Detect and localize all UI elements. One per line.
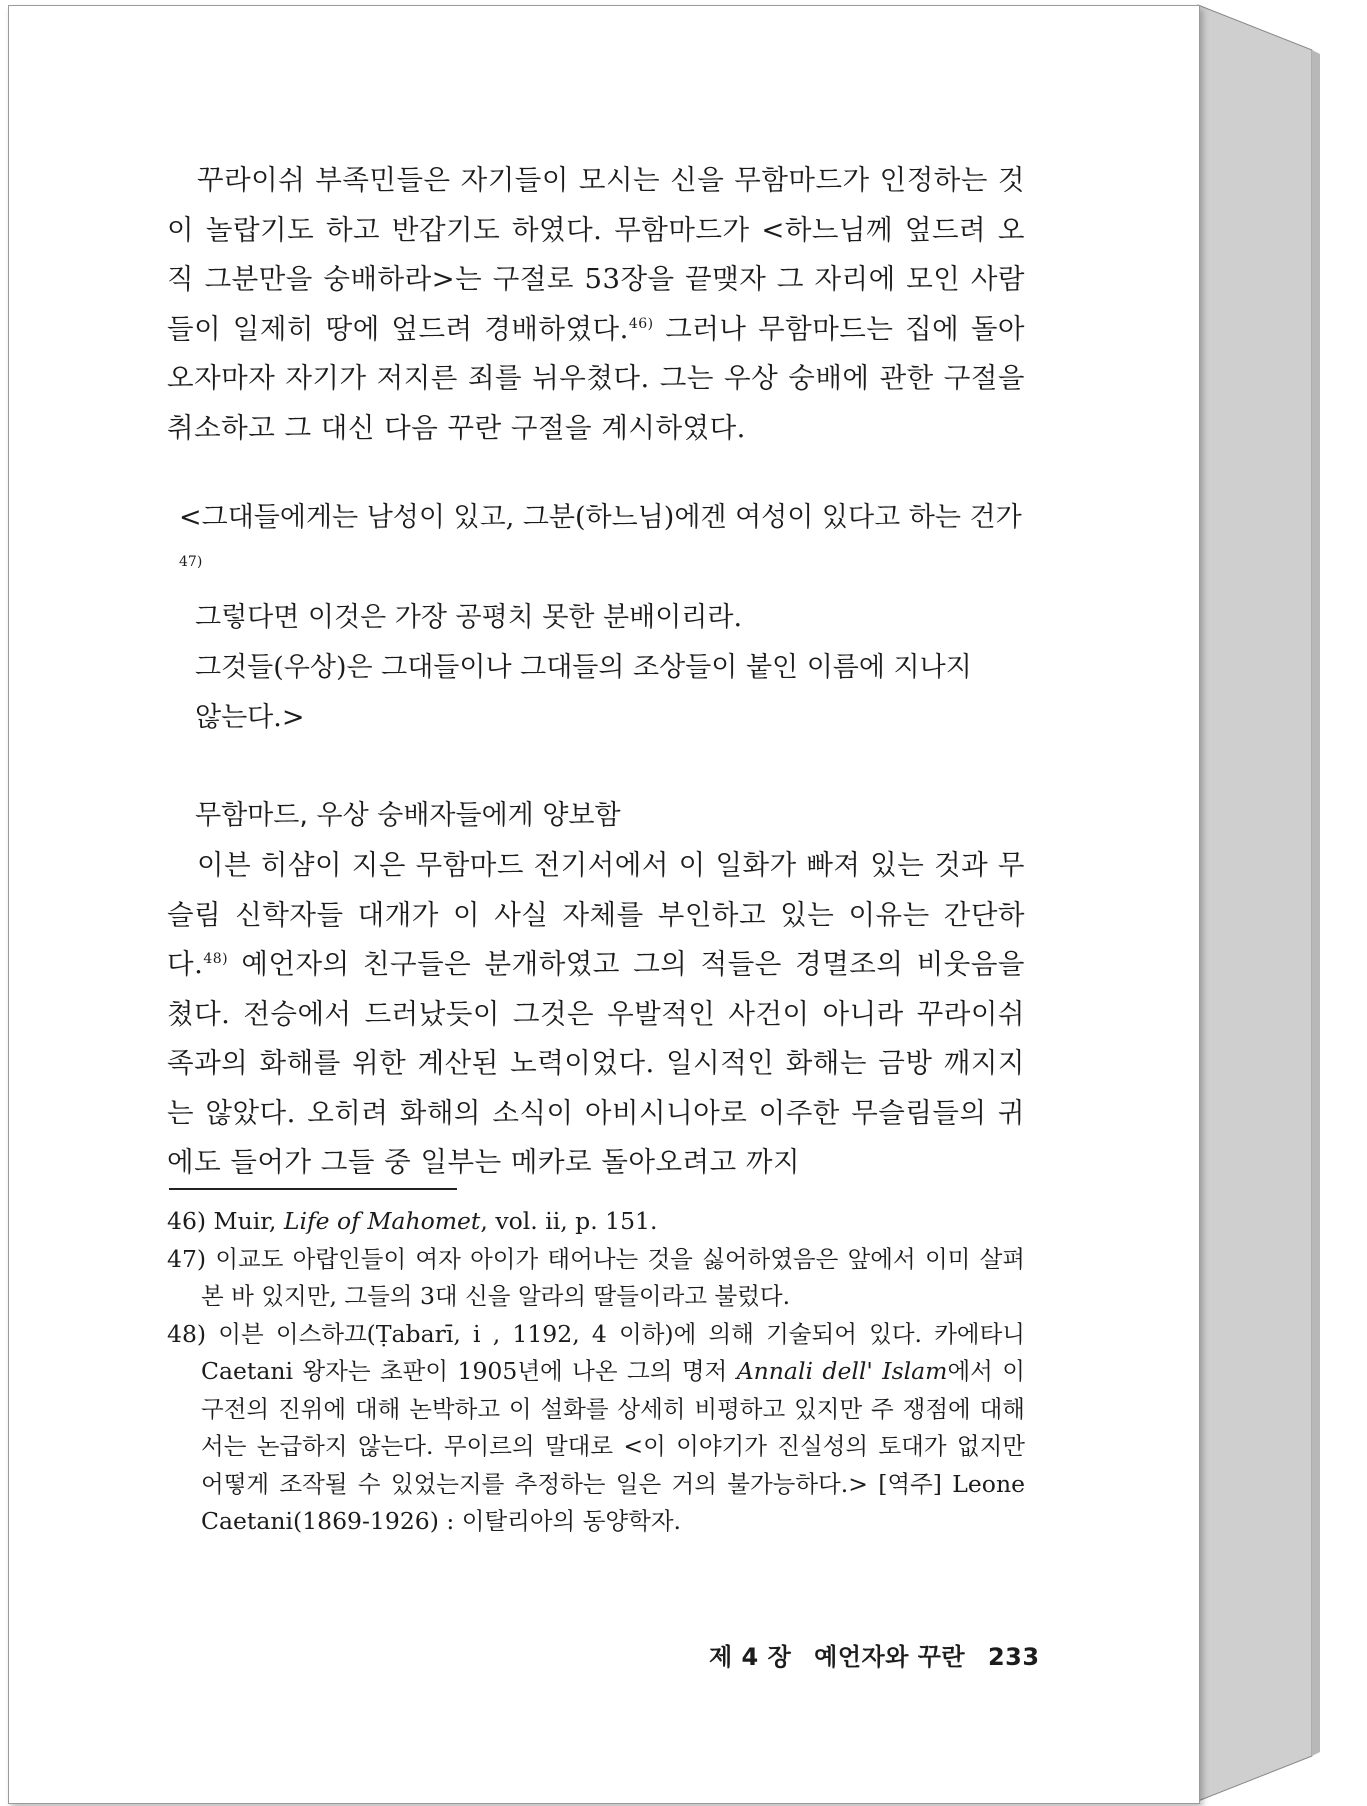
footnote-48-book-title: Annali dell' Islam — [736, 1357, 948, 1385]
running-footer — [709, 1639, 1040, 1675]
footnote-48-text-end: 에서 이 구전의 진위에 대해 논박하고 이 설화를 상세히 비평하고 있지만 주 쟁점에 대해서는 논급하지 않는다. 무이르의 말대로 <이 이야기가 진실성의 토대가 없지만 어떻게 조작될 수 있었는지를 추정하는 일은 거의 불가능하다.> [역주] Leone Caetani(1869-1926) : 이탈리아의 동양학자. — [201, 1357, 1025, 1535]
footnote-48-text-start: 이븐 이스하끄(Ṭabarī, i , 1192, 4 이하)에 의해 기술되어 있다. 카에타니Caetani 왕자는 초판이 1905년에 나온 그의 명저 — [201, 1319, 1025, 1385]
paragraph-1-tail: 그러나 무함마드는 집에 돌아오자마자 자기가 저지른 죄를 뉘우쳤다. 그는 우상 숭배에 관한 구절을 취소하고 그 대신 다음 꾸란 구절을 계시하였다. — [167, 312, 1025, 444]
footnote-46-author: Muir, — [206, 1207, 284, 1235]
quran-quote — [179, 493, 1025, 743]
footnote-ref-47: 47) — [179, 554, 203, 570]
chapter-label: 제 4 장 — [709, 1643, 792, 1671]
section-heading: 무함마드, 우상 숭배자들에게 양보함 — [195, 800, 621, 831]
paragraph-1-text: 꾸라이쉬 부족민들은 자기들이 모시는 신을 무함마드가 인정하는 것이 놀랍기도 하고 반갑기도 하였다. 무함마드가 <하느님께 엎드려 오직 그분만을 숭배하라>는 구절로 53장을 끝맺자 그 자리에 모인 사람들이 일제히 땅에 엎드려 경배하였다. — [167, 164, 1025, 345]
quote-line-4: 않는다.> — [195, 702, 305, 733]
main-text — [167, 156, 1025, 1188]
footnote-46-book-title: Life of Mahomet — [283, 1207, 481, 1235]
page-number: 233 — [987, 1643, 1040, 1671]
quote-line-2: 그렇다면 이것은 가장 공평치 못한 분배이리라. — [195, 602, 743, 633]
footnote-47-text: 이교도 아랍인들이 여자 아이가 태어나는 것을 싫어하였음은 앞에서 이미 살펴본 바 있지만, 그들의 3대 신을 알라의 딸들이라고 불렀다. — [201, 1244, 1025, 1310]
footnote-46-citation: , vol. ii, p. 151. — [480, 1207, 658, 1235]
paragraph-2-tail: 예언자의 친구들은 분개하였고 그의 적들은 경멸조의 비웃음을 쳤다. 전승에서 드러났듯이 그것은 우발적인 사건이 아니라 꾸라이쉬족과의 화해를 위한 계산된 노력이었다. 일시적인 화해는 금방 깨지지는 않았다. 오히려 화해의 소식이 아비시니아로 이주한 무슬림들의 귀에도 들어가 그들 중 일부는 메카로 돌아오려고 까지 — [167, 948, 1025, 1178]
quote-line-3: 그것들(우상)은 그대들이나 그대들의 조상들이 붙인 이름에 지나지 — [195, 652, 972, 683]
footnote-46-number: 46) — [167, 1207, 207, 1235]
footnote-46 — [167, 1203, 1025, 1241]
footnote-ref-46: 46) — [628, 315, 654, 332]
footnote-47-number: 47) — [167, 1244, 207, 1273]
footnote-48 — [167, 1316, 1025, 1541]
quote-line-1-text: <그대들에게는 남성이 있고, 그분(하느님)에겐 여성이 있다고 하는 건가 — [179, 502, 1022, 533]
footnote-ref-48: 48) — [203, 950, 229, 967]
footnote-48-number: 48) — [167, 1319, 207, 1348]
footnote-47 — [167, 1241, 1025, 1316]
chapter-title: 예언자와 꾸란 — [814, 1643, 966, 1671]
footnote-divider — [169, 1188, 457, 1190]
footnotes — [167, 1203, 1025, 1541]
paragraph-1 — [167, 156, 1025, 453]
book-page — [8, 5, 1200, 1804]
quote-line-1 — [179, 493, 1025, 593]
paragraph-2 — [167, 841, 1025, 1188]
paragraph-2-text: 이븐 히샴이 지은 무함마드 전기서에서 이 일화가 빠져 있는 것과 무슬림 신학자들 대개가 이 사실 자체를 부인하고 있는 이유는 간단하다. — [167, 849, 1025, 980]
